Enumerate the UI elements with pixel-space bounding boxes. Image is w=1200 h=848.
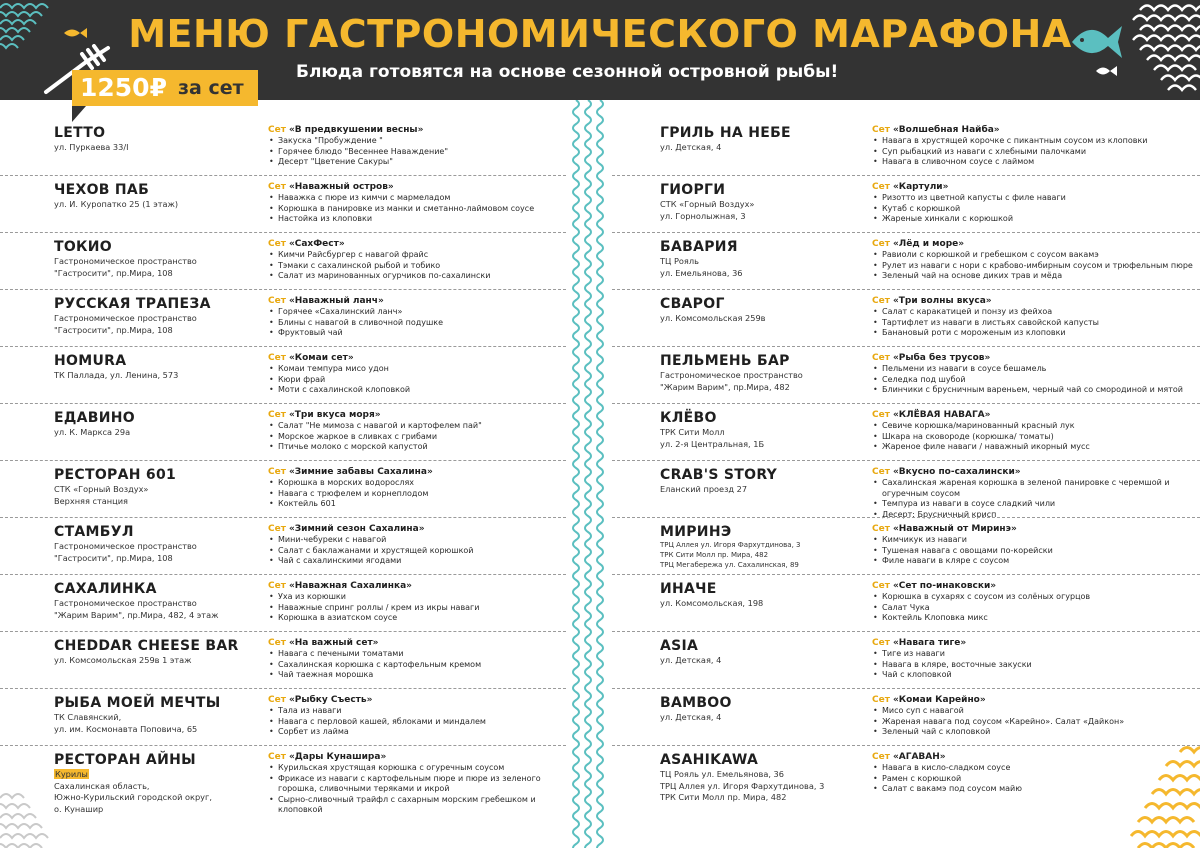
dish-item: • Тартифлет из наваги в листьях савойской капусты	[872, 318, 1198, 329]
restaurant-info	[660, 524, 870, 570]
restaurant-row	[0, 632, 566, 689]
restaurant-address: "Гастросити", пр.Мира, 108	[54, 552, 173, 563]
set-prefix: Сет	[872, 353, 890, 363]
dish-item: • Навага в хрустящей корочке с пикантным соусом из клоповки	[872, 136, 1198, 147]
restaurant-address: Гастрономическое пространство	[660, 370, 803, 380]
set-prefix: Сет	[268, 296, 286, 306]
restaurant-address: ул. И. Куропатко 25 (1 этаж)	[54, 199, 179, 209]
set-prefix: Сет	[268, 695, 286, 705]
restaurant-address: Верхняя станция	[54, 495, 128, 506]
price-value: 1250₽	[80, 73, 167, 102]
set-prefix: Сет	[268, 524, 286, 534]
set-prefix: Сет	[268, 581, 286, 591]
set-block	[872, 409, 1198, 453]
fish-icon	[1068, 18, 1124, 62]
restaurant-address: "Гастросити", пр.Мира, 108	[54, 324, 173, 335]
restaurant-address: ул. К. Маркса 29а	[54, 427, 131, 437]
set-prefix: Сет	[872, 581, 890, 591]
dish-item: • Морское жаркое в сливках с грибами	[268, 432, 564, 443]
dish-item: • Кутаб с корюшкой	[872, 204, 1198, 215]
set-name: «СахФест»	[288, 239, 345, 249]
restaurant-name: БАВАРИЯ	[660, 239, 738, 255]
restaurant-address: "Жарим Варим", пр.Мира, 482, 4 этаж	[54, 609, 219, 620]
set-title	[872, 409, 1198, 421]
restaurant-row	[612, 347, 1200, 404]
set-name: «Зимний сезон Сахалина»	[288, 524, 425, 534]
wave-line	[585, 100, 591, 848]
dish-item: • Навага с перловой кашей, яблоками и миндалем	[268, 717, 564, 728]
dish-item: • Блинчики с брусничным вареньем, черный чай со смородиной и мятой	[872, 385, 1198, 396]
set-title	[268, 124, 564, 136]
restaurant-info	[54, 695, 259, 734]
restaurant-address: ул. им. Космонавта Поповича, 65	[54, 723, 198, 734]
dish-item: • Чай с клоповкой	[872, 670, 1198, 681]
restaurant-address: "Гастросити", пр.Мира, 108	[54, 267, 173, 278]
set-title	[268, 523, 564, 535]
set-name: «В предвкушении весны»	[288, 125, 424, 135]
dish-item: • Корюшка в морских водорослях	[268, 478, 564, 489]
restaurant-name: СВАРОГ	[660, 296, 725, 312]
dish-item: • Навага с печеными томатами	[268, 649, 564, 660]
set-prefix: Сет	[268, 125, 286, 135]
restaurant-info	[660, 296, 870, 324]
restaurant-row	[0, 176, 566, 233]
restaurant-address: ТРК Сити Молл пр. Мира, 482	[660, 551, 769, 559]
set-prefix: Сет	[872, 410, 890, 420]
restaurant-address: ТРЦ Аллея ул. Игоря Фархутдинова, 3	[660, 541, 801, 549]
restaurant-row	[612, 119, 1200, 176]
restaurant-address: ул. Емельянова, 36	[660, 267, 743, 278]
restaurant-info	[54, 581, 259, 620]
dish-item: • Пельмени из наваги в соусе бешамель	[872, 364, 1198, 375]
dish-item: • Коктейль Клоповка микс	[872, 613, 1198, 624]
set-block	[268, 295, 564, 339]
set-block	[268, 694, 564, 738]
fish-scales-pattern-icon	[0, 786, 54, 848]
dish-item: • Блины с навагой в сливочной подушке	[268, 318, 564, 329]
set-block	[872, 181, 1198, 225]
restaurant-address: Гастрономическое пространство	[54, 313, 197, 323]
set-name: «Дары Кунашира»	[288, 752, 387, 762]
restaurant-row	[612, 461, 1200, 518]
set-name: «Лёд и море»	[892, 239, 965, 249]
set-name: «Рыбку Съесть»	[288, 695, 373, 705]
dish-item: • Закуска "Пробуждение "	[268, 136, 564, 147]
dish-item: • Корюшка в панировке из манки и сметанно-лаймовом соусе	[268, 204, 564, 215]
dish-item: • Птичье молоко с морской капустой	[268, 442, 564, 453]
set-block	[268, 466, 564, 510]
set-block	[872, 523, 1198, 567]
restaurant-info	[660, 410, 870, 449]
dish-item: • Темпура из наваги в соусе сладкий чили	[872, 499, 1198, 510]
restaurant-name: CHEDDAR CHEESE BAR	[54, 638, 239, 654]
dish-item: • Ризотто из цветной капусты с филе наваги	[872, 193, 1198, 204]
restaurant-name: РЫБА МОЕЙ МЕЧТЫ	[54, 695, 221, 711]
dish-item: • Суп рыбацкий из наваги с хлебными палочками	[872, 147, 1198, 158]
restaurant-row	[612, 632, 1200, 689]
restaurant-info	[660, 695, 870, 723]
restaurant-name: КЛЁВО	[660, 410, 717, 426]
dish-item: • Жареные хинкали с корюшкой	[872, 214, 1198, 225]
set-block	[872, 352, 1198, 396]
set-name: «Три волны вкуса»	[892, 296, 992, 306]
dish-item: • Севиче корюшка/маринованный красный лук	[872, 421, 1198, 432]
restaurant-name: HOMURA	[54, 353, 127, 369]
dish-item: • Моти с сахалинской клоповкой	[268, 385, 564, 396]
dish-item: • Кимчикук из наваги	[872, 535, 1198, 546]
page-title: МЕНЮ ГАСТРОНОМИЧЕСКОГО МАРАФОНА	[128, 12, 1072, 56]
restaurant-info	[660, 752, 870, 803]
restaurant-address: Гастрономическое пространство	[54, 541, 197, 551]
restaurant-name: ЕДАВИНО	[54, 410, 135, 426]
set-block	[872, 466, 1198, 520]
set-title	[872, 637, 1198, 649]
set-prefix: Сет	[268, 353, 286, 363]
restaurant-name: ТОКИО	[54, 239, 113, 255]
set-title	[268, 352, 564, 364]
set-block	[268, 751, 564, 816]
restaurant-info	[54, 638, 259, 666]
set-title	[268, 181, 564, 193]
restaurant-address: ТК Славянский,	[54, 712, 122, 722]
set-block	[268, 238, 564, 282]
set-title	[872, 352, 1198, 364]
set-block	[268, 523, 564, 567]
set-block	[872, 637, 1198, 681]
restaurant-info	[660, 239, 870, 278]
dish-item: • Корюшка в сухарях с соусом из солёных огурцов	[872, 592, 1198, 603]
restaurant-address: ТЦ Рояль ул. Емельянова, 36	[660, 769, 784, 779]
set-name: «Наважный ланч»	[288, 296, 384, 306]
dish-item: • Навага с трюфелем и корнеплодом	[268, 489, 564, 500]
set-prefix: Сет	[872, 296, 890, 306]
dish-item: • Жареная навага под соусом «Карейно». Салат «Дайкон»	[872, 717, 1198, 728]
restaurant-address: Гастрономическое пространство	[54, 598, 197, 608]
set-block	[872, 580, 1198, 624]
set-title	[268, 694, 564, 706]
restaurant-name: LETTO	[54, 125, 106, 141]
restaurant-address: ул. Детская, 4	[660, 712, 722, 722]
restaurant-info	[54, 467, 259, 506]
set-prefix: Сет	[872, 695, 890, 705]
dish-item: • Салат с вакамэ под соусом майю	[872, 784, 1198, 795]
set-prefix: Сет	[268, 752, 286, 762]
dish-item: • Селедка под шубой	[872, 375, 1198, 386]
set-name: «Зимние забавы Сахалина»	[288, 467, 433, 477]
dish-item: • Тала из наваги	[268, 706, 564, 717]
restaurant-address: ул. Пуркаева 33/I	[54, 142, 129, 152]
restaurant-row	[612, 746, 1200, 803]
set-prefix: Сет	[268, 467, 286, 477]
restaurant-address: СТК «Горный Воздух»	[54, 484, 149, 494]
set-block	[872, 124, 1198, 168]
restaurant-row	[0, 689, 566, 746]
set-title	[872, 523, 1198, 535]
restaurant-address: ТРЦ Мегабережа ул. Сахалинская, 89	[660, 561, 799, 569]
restaurant-name: CRAB'S STORY	[660, 467, 778, 483]
dish-item: • Горячее «Сахалинский ланч»	[268, 307, 564, 318]
restaurant-info	[660, 638, 870, 666]
restaurant-info	[54, 752, 259, 814]
dish-item: • Фруктовый чай	[268, 328, 564, 339]
dish-item: • Десерт "Цветение Сакуры"	[268, 157, 564, 168]
restaurant-row	[612, 404, 1200, 461]
set-name: «АГАВАН»	[892, 752, 946, 762]
dish-item: • Сорбет из лайма	[268, 727, 564, 738]
set-title	[268, 751, 564, 763]
restaurant-info	[54, 182, 259, 210]
restaurant-address: ТРК Сити Молл пр. Мира, 482	[660, 792, 787, 802]
set-name: «Наважная Сахалинка»	[288, 581, 412, 591]
dish-item: • Уха из корюшки	[268, 592, 564, 603]
set-prefix: Сет	[872, 239, 890, 249]
set-prefix: Сет	[872, 125, 890, 135]
dish-item: • Навага в кисло-сладком соусе	[872, 763, 1198, 774]
set-name: «Наважный остров»	[288, 182, 394, 192]
fish-scales-pattern-icon	[1130, 0, 1200, 100]
dish-item: • Салат с баклажанами и хрустящей корюшкой	[268, 546, 564, 557]
restaurant-address: ул. Комсомольская 259в	[660, 313, 766, 323]
set-prefix: Сет	[268, 638, 286, 648]
restaurant-row	[612, 689, 1200, 746]
dish-item: • Комаи темпура мисо удон	[268, 364, 564, 375]
restaurant-name: BAMBOO	[660, 695, 732, 711]
set-title	[872, 181, 1198, 193]
dish-item: • Наважка с пюре из кимчи с мармеладом	[268, 193, 564, 204]
restaurant-name: ЧЕХОВ ПАБ	[54, 182, 150, 198]
dish-item: • Зеленый чай с клоповкой	[872, 727, 1198, 738]
restaurant-row	[0, 119, 566, 176]
restaurant-address: ул. 2-я Центральная, 1Б	[660, 438, 765, 449]
highlight-tag: Курилы	[55, 769, 88, 779]
restaurant-info	[54, 353, 259, 381]
price-badge	[72, 70, 258, 106]
dish-item: • Кимчи Райсбургер с навагой фрайс	[268, 250, 564, 261]
dish-item: • Кюри фрай	[268, 375, 564, 386]
page-subtitle: Блюда готовятся на основе сезонной островной рыбы!	[296, 62, 839, 82]
dish-item: • Тэмаки с сахалинской рыбой и тобико	[268, 261, 564, 272]
set-name: «Три вкуса моря»	[288, 410, 381, 420]
dish-item: • Зеленый чай на основе диких трав и мёда	[872, 271, 1198, 282]
dish-item: • Тушеная навага с овощами по-корейски	[872, 546, 1198, 557]
set-title	[872, 694, 1198, 706]
restaurant-name: ASIA	[660, 638, 699, 654]
dish-item: • Тиге из наваги	[872, 649, 1198, 660]
set-prefix: Сет	[872, 182, 890, 192]
restaurant-address: о. Кунашир	[54, 803, 104, 814]
restaurant-address: Сахалинская область,	[54, 780, 150, 791]
dish-item: • Навага в кляре, восточные закуски	[872, 660, 1198, 671]
restaurant-address: ТК Паллада, ул. Ленина, 573	[54, 370, 179, 380]
set-prefix: Сет	[872, 752, 890, 762]
dish-item: • Навага в сливочном соусе с лаймом	[872, 157, 1198, 168]
dish-item: • Шкара на сковороде (корюшка/ томаты)	[872, 432, 1198, 443]
set-block	[268, 409, 564, 453]
set-block	[268, 181, 564, 225]
restaurant-name: ASAHIKAWA	[660, 752, 759, 768]
wave-line	[597, 100, 603, 848]
restaurant-row	[0, 290, 566, 347]
restaurant-name: РУССКАЯ ТРАПЕЗА	[54, 296, 211, 312]
restaurant-info	[660, 353, 870, 392]
restaurant-address: Гастрономическое пространство	[54, 256, 197, 266]
restaurant-info	[660, 467, 870, 495]
set-block	[268, 637, 564, 681]
wave-line	[573, 100, 579, 848]
dish-item: • Салат Чука	[872, 603, 1198, 614]
restaurant-address: Южно-Курильский городской округ,	[54, 792, 212, 802]
restaurant-row	[0, 575, 566, 632]
set-block	[872, 694, 1198, 738]
dish-item: • Рамен с корюшкой	[872, 774, 1198, 785]
restaurant-address: СТК «Горный Воздух»	[660, 199, 755, 209]
restaurant-address: ул. Детская, 4	[660, 655, 722, 665]
dish-item: • Салат "Не мимоза с навагой и картофелем пай"	[268, 421, 564, 432]
restaurant-row	[0, 746, 566, 815]
restaurant-row	[0, 461, 566, 518]
restaurant-address: ул. Детская, 4	[660, 142, 722, 152]
set-block	[872, 295, 1198, 339]
dish-item: • Рулет из наваги с нори с крабово-имбирным соусом и трюфельным пюре	[872, 261, 1198, 272]
restaurant-name: СТАМБУЛ	[54, 524, 134, 540]
restaurant-info	[54, 296, 259, 335]
restaurant-name: ИНАЧЕ	[660, 581, 717, 597]
set-name: «Навага тиге»	[892, 638, 967, 648]
dish-item: • Салат из маринованных огурчиков по-сахалински	[268, 271, 564, 282]
restaurant-row	[0, 233, 566, 290]
set-prefix: Сет	[872, 467, 890, 477]
dish-item: • Сахалинская корюшка с картофельным кремом	[268, 660, 564, 671]
set-name: «Волшебная Найба»	[892, 125, 1000, 135]
restaurant-name: САХАЛИНКА	[54, 581, 157, 597]
restaurant-info	[54, 239, 259, 278]
set-block	[268, 580, 564, 624]
set-title	[872, 580, 1198, 592]
set-prefix: Сет	[872, 638, 890, 648]
restaurant-info	[660, 581, 870, 609]
fish-icon	[1094, 64, 1118, 78]
price-suffix: за сет	[178, 77, 244, 99]
set-title	[872, 466, 1198, 478]
set-title	[268, 409, 564, 421]
dish-item: • Банановый роти с мороженым из клоповки	[872, 328, 1198, 339]
restaurant-address: ул. Горнолыжная, 3	[660, 210, 746, 221]
wave-divider-icon	[568, 100, 608, 848]
restaurant-address: ул. Комсомольская, 198	[660, 598, 764, 608]
set-prefix: Сет	[872, 524, 890, 534]
set-name: «Комаи сет»	[288, 353, 354, 363]
dish-item: • Десерт: Брусничный крисп	[872, 510, 1198, 521]
dish-item: • Мисо суп с навагой	[872, 706, 1198, 717]
restaurant-name: ГИОРГИ	[660, 182, 726, 198]
set-title	[268, 580, 564, 592]
set-block	[268, 124, 564, 168]
set-prefix: Сет	[268, 182, 286, 192]
set-name: «Рыба без трусов»	[892, 353, 991, 363]
dish-item: • Коктейль 601	[268, 499, 564, 510]
dish-item: • Наважные спринг роллы / крем из икры наваги	[268, 603, 564, 614]
restaurant-address: Еланский проезд 27	[660, 484, 748, 494]
restaurant-name: РЕСТОРАН 601	[54, 467, 177, 483]
set-title	[268, 637, 564, 649]
dish-item: • Мини-чебуреки с навагой	[268, 535, 564, 546]
dish-item: • Курильская хрустящая корюшка с огуречным соусом	[268, 763, 564, 774]
restaurant-address: ТЦ Рояль	[660, 256, 699, 266]
dish-item: • Равиоли с корюшкой и гребешком с соусом вакамэ	[872, 250, 1198, 261]
dish-item: • Корюшка в азиатском соусе	[268, 613, 564, 624]
set-title	[872, 124, 1198, 136]
restaurant-row	[0, 347, 566, 404]
restaurant-row	[612, 233, 1200, 290]
set-prefix: Сет	[268, 239, 286, 249]
restaurant-info	[54, 524, 259, 563]
dish-item: • Горячее блюдо "Весеннее Наваждение"	[268, 147, 564, 158]
restaurant-info	[54, 410, 259, 438]
set-title	[268, 466, 564, 478]
dish-item: • Сырно-сливочный трайфл с сахарным морским гребешком и клоповкой	[268, 795, 564, 816]
dish-item: • Сахалинская жареная корюшка в зеленой панировке с черемшой и огуречным соусом	[872, 478, 1198, 499]
fish-scales-pattern-icon	[1130, 740, 1200, 848]
set-title	[268, 295, 564, 307]
set-block	[872, 238, 1198, 282]
set-name: «КЛЁВАЯ НАВАГА»	[892, 410, 991, 420]
restaurant-row	[0, 404, 566, 461]
dish-item: • Чай таежная морошка	[268, 670, 564, 681]
restaurant-name: МИРИНЭ	[660, 524, 732, 540]
dish-item: • Фрикасе из наваги с картофельным пюре и пюре из зеленого горошка, сливочными теряками и икрой	[268, 774, 564, 795]
set-name: «Сет по-инаковски»	[892, 581, 997, 591]
set-name: «На важный сет»	[288, 638, 379, 648]
set-prefix: Сет	[268, 410, 286, 420]
set-name: «Наважный от Миринэ»	[892, 524, 1017, 534]
set-name: «Комаи Карейно»	[892, 695, 986, 705]
restaurant-address: ТРЦ Аллея ул. Игоря Фархутдинова, 3	[660, 780, 825, 791]
restaurant-name: РЕСТОРАН АЙНЫ	[54, 752, 196, 768]
restaurant-info	[660, 182, 870, 221]
set-name: «Картули»	[892, 182, 949, 192]
set-block	[268, 352, 564, 396]
restaurant-info	[660, 125, 870, 153]
restaurant-row	[612, 290, 1200, 347]
restaurant-address: ТРК Сити Молл	[660, 427, 725, 437]
restaurant-row	[0, 518, 566, 575]
set-title	[872, 295, 1198, 307]
restaurant-row	[612, 518, 1200, 575]
dish-item: • Жареное филе наваги / наважный икорный мусс	[872, 442, 1198, 453]
restaurant-row	[612, 176, 1200, 233]
set-title	[872, 238, 1198, 250]
dish-item: • Филе наваги в кляре с соусом	[872, 556, 1198, 567]
restaurant-address: "Жарим Варим", пр.Мира, 482	[660, 381, 790, 392]
set-name: «Вкусно по-сахалински»	[892, 467, 1021, 477]
restaurant-info	[54, 125, 259, 153]
restaurant-row	[612, 575, 1200, 632]
restaurant-name: ГРИЛЬ НА НЕБЕ	[660, 125, 791, 141]
restaurant-name: ПЕЛЬМЕНЬ БАР	[660, 353, 790, 369]
dish-item: • Чай с сахалинскими ягодами	[268, 556, 564, 567]
dish-item: • Настойка из клоповки	[268, 214, 564, 225]
dish-item: • Салат с каракатицей и понзу из фейхоа	[872, 307, 1198, 318]
restaurant-address: ул. Комсомольская 259в 1 этаж	[54, 655, 192, 665]
set-title	[268, 238, 564, 250]
